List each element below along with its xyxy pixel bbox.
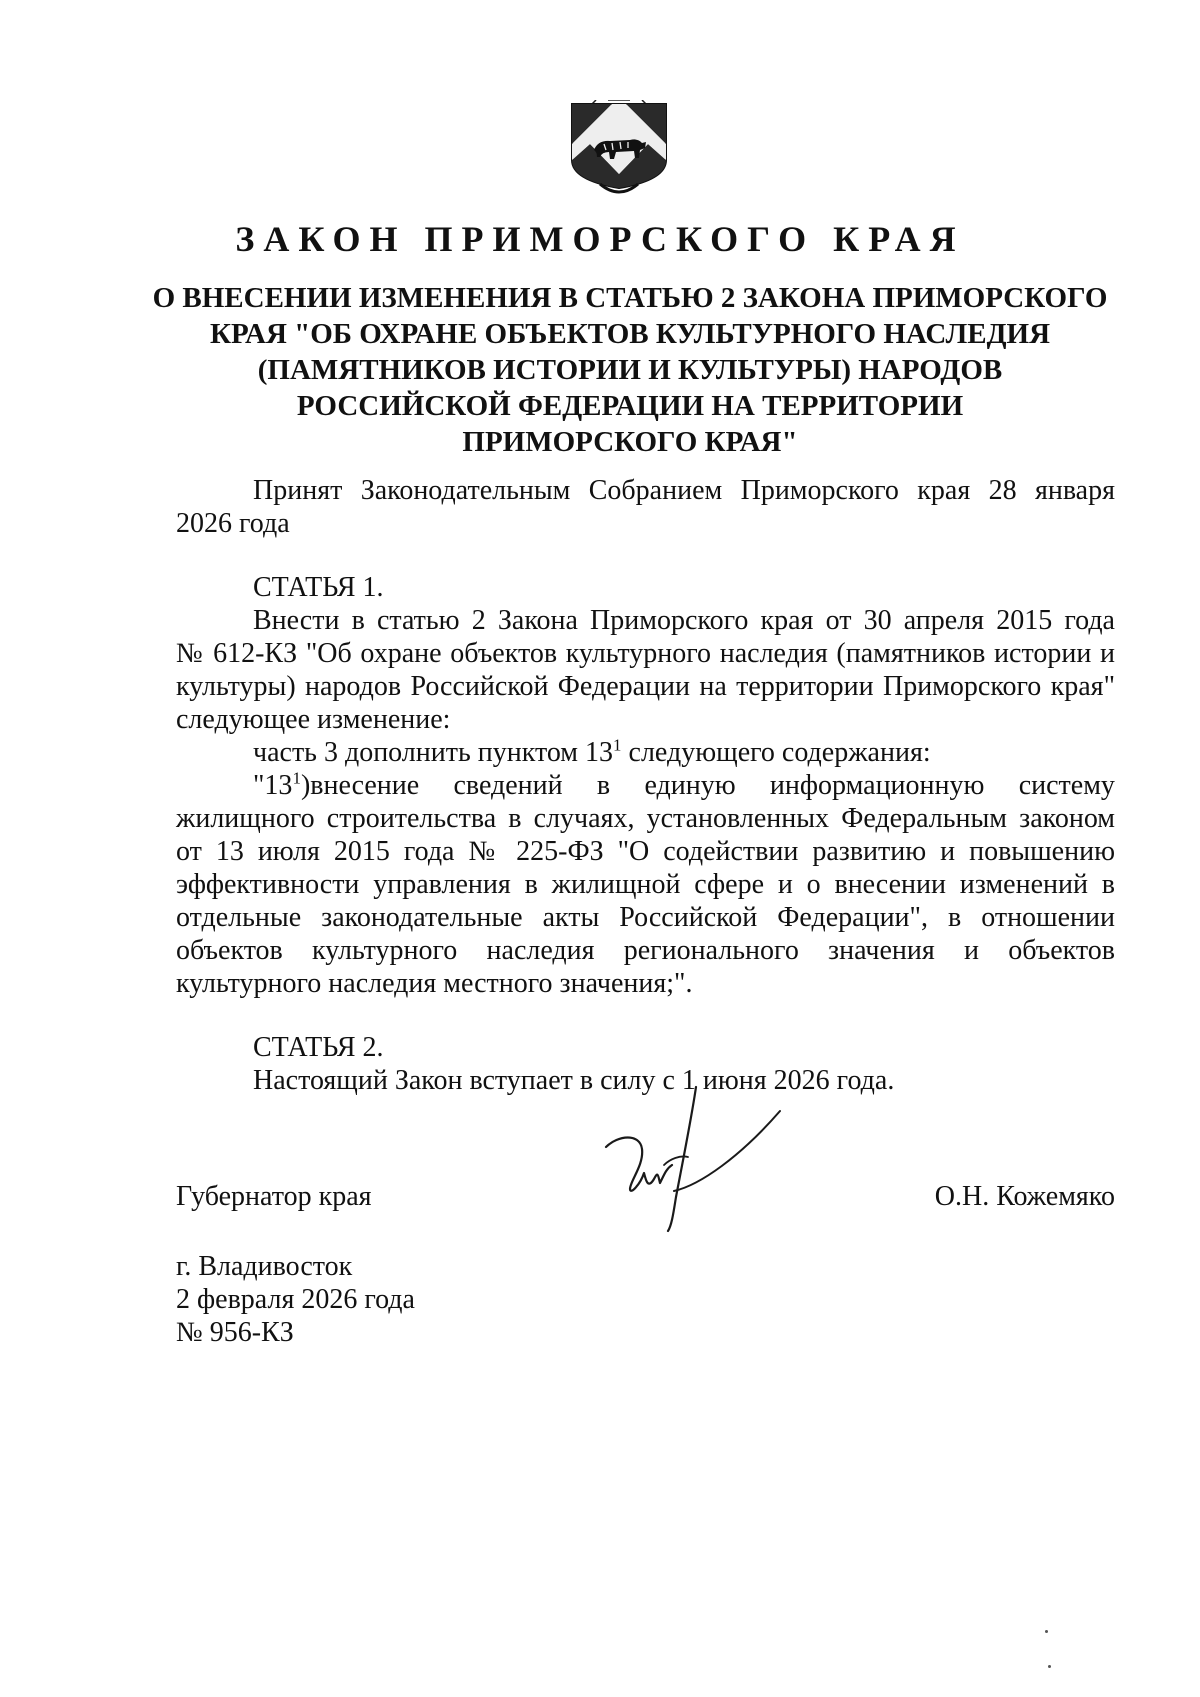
article-1-text-line: Внести в статью 2 Закона Приморского края от 30 апреля 2015 года	[253, 605, 1115, 636]
place-of-signing: г. Владивосток	[176, 1251, 353, 1282]
article-1-text-line: № 612-КЗ "Об охране объектов культурного наследия (памятников истории и	[176, 638, 1115, 669]
subject-line: КРАЯ "ОБ ОХРАНЕ ОБЪЕКТОВ КУЛЬТУРНОГО НАСЛЕДИЯ	[209, 318, 1051, 350]
signing-date: 2 февраля 2026 года	[176, 1284, 415, 1315]
article-1-text-line: культуры) народов Российской Федерации на территории Приморского края"	[176, 671, 1115, 702]
article-1-heading: СТАТЬЯ 1.	[253, 572, 384, 603]
quote-line: отдельные законодательные акты Российской Федерации", в отношении	[176, 902, 1115, 933]
subject-line: РОССИЙСКОЙ ФЕДЕРАЦИИ НА ТЕРРИТОРИИ	[296, 390, 964, 422]
article-1-text-line: следующее изменение:	[176, 704, 451, 735]
law-subject	[150, 280, 1110, 460]
subject-line: ПРИМОРСКОГО КРАЯ"	[462, 426, 798, 458]
article-2-text: Настоящий Закон вступает в силу с 1 июня 2026 года.	[253, 1065, 895, 1096]
signatory-name: О.Н. Кожемяко	[934, 1181, 1115, 1212]
subject-line: О ВНЕСЕНИИ ИЗМЕНЕНИЯ В СТАТЬЮ 2 ЗАКОНА ПРИМОРСКОГО	[152, 282, 1108, 314]
adoption-line-2: 2026 года	[176, 508, 290, 539]
quote-line: жилищного строительства в случаях, установленных Федеральным законом	[176, 803, 1115, 834]
quote-line: культурного наследия местного значения;".	[176, 968, 693, 999]
article-2-heading: СТАТЬЯ 2.	[253, 1032, 384, 1063]
subject-line: (ПАМЯТНИКОВ ИСТОРИИ И КУЛЬТУРЫ) НАРОДОВ	[257, 354, 1003, 386]
quote-line: объектов культурного наследия регионального значения и объектов	[176, 935, 1115, 966]
law-number: № 956-КЗ	[176, 1317, 294, 1348]
quote-line: эффективности управления в жилищной сфере и о внесении изменений в	[176, 869, 1115, 900]
scan-speck	[1048, 1665, 1051, 1668]
quote-line: от 13 июля 2015 года № 225-ФЗ "О содействии развитию и повышению	[176, 836, 1115, 867]
law-title: ЗАКОН ПРИМОРСКОГО КРАЯ	[235, 219, 965, 259]
handwritten-signature	[600, 1085, 800, 1235]
adoption-line: Принят Законодательным Собранием Приморского края 28 января	[253, 475, 1115, 506]
coat-of-arms-icon	[560, 100, 678, 200]
article-1-change-line: часть 3 дополнить пунктом $13^1$ следующего содержания:	[253, 735, 931, 768]
scan-speck	[1045, 1630, 1048, 1633]
signatory-position: Губернатор края	[176, 1181, 372, 1212]
quote-first-line: "$13^1)внесение$ сведений в единую информационную систему	[253, 768, 1115, 801]
